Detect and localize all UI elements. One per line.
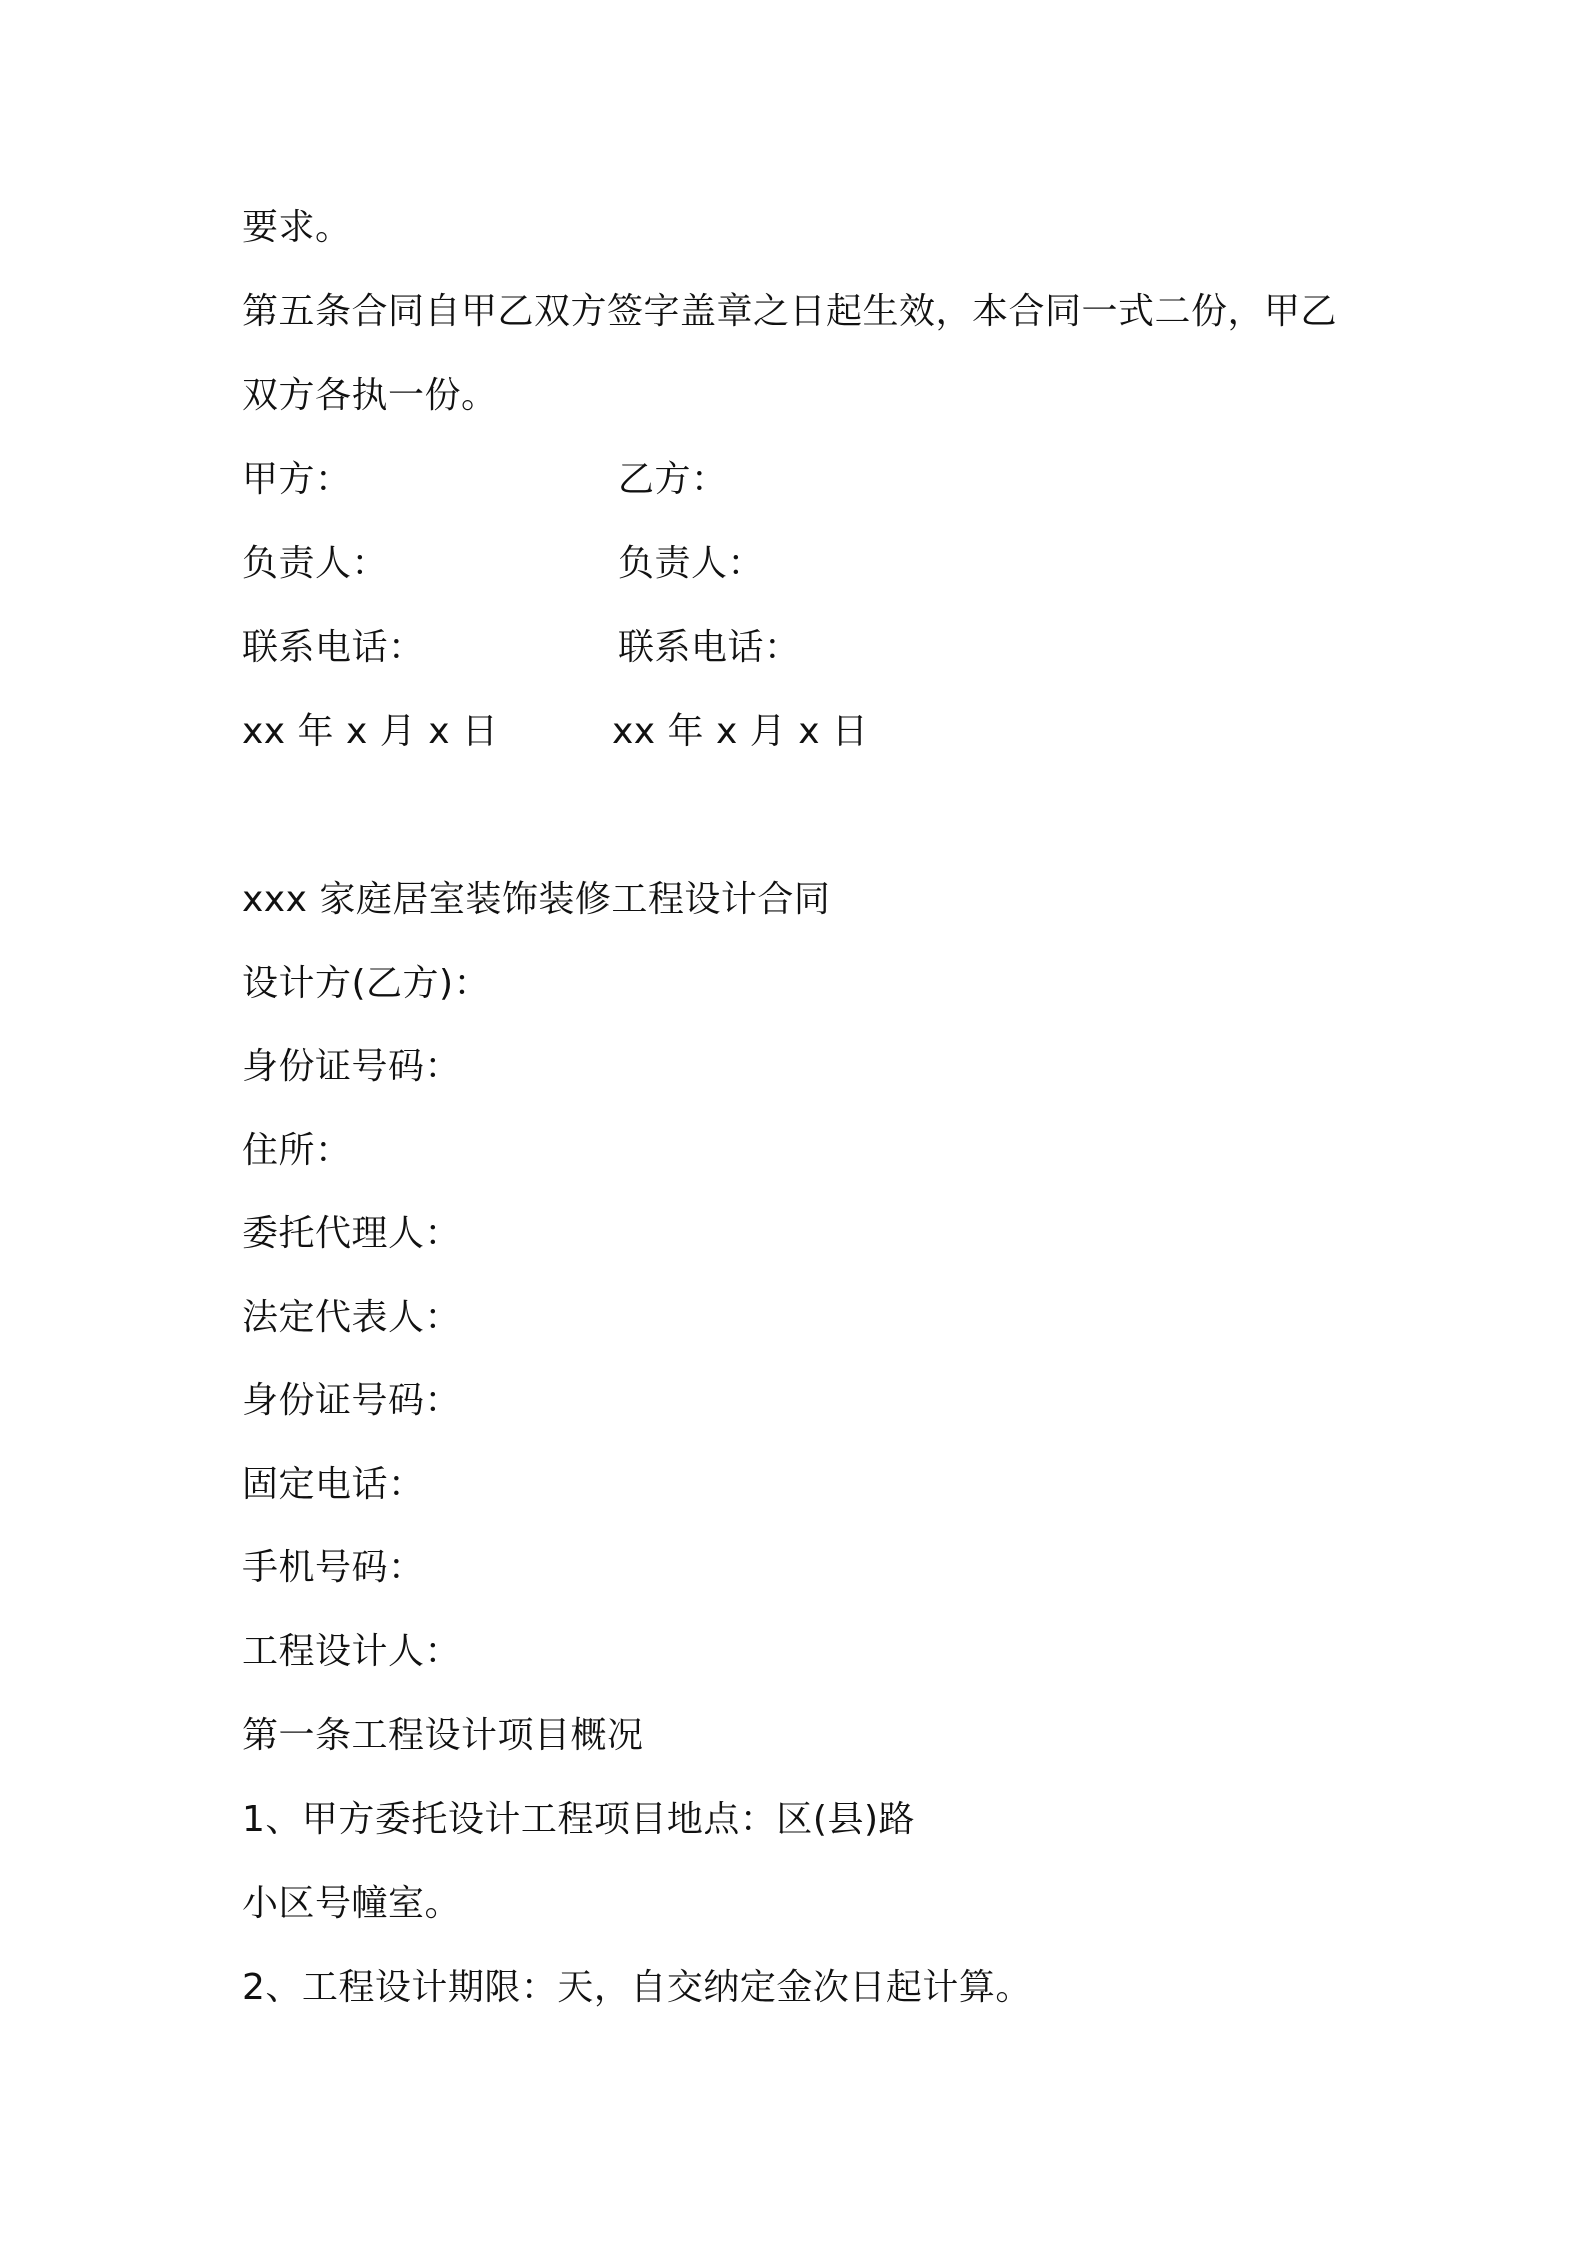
phone-a-label: 联系电话：	[242, 627, 425, 668]
phone-b-label: 联系电话：	[618, 627, 801, 668]
text-line-article-5: 第五条合同自甲乙双方签字盖章之日起生效，本合同一式二份，甲乙	[242, 291, 1338, 332]
field-address: 住所：	[242, 1130, 352, 1171]
field-mobile: 手机号码：	[242, 1547, 425, 1588]
party-a-label: 甲方：	[242, 459, 352, 500]
item-1-line-1: 1、甲方委托设计工程项目地点：区(县)路	[242, 1799, 915, 1840]
field-id-number: 身份证号码：	[242, 1046, 462, 1087]
date-b: xx 年 x 月 x 日	[612, 711, 869, 752]
article-1-title: 第一条工程设计项目概况	[242, 1715, 644, 1756]
contract-title: xxx 家庭居室装饰装修工程设计合同	[242, 879, 831, 920]
item-1-line-2: 小区号幢室。	[242, 1883, 462, 1924]
field-legal-rep: 法定代表人：	[242, 1297, 462, 1338]
field-id-number-2: 身份证号码：	[242, 1380, 462, 1421]
date-a: xx 年 x 月 x 日	[242, 711, 499, 752]
text-line-requirements: 要求。	[242, 207, 352, 248]
field-engineer: 工程设计人：	[242, 1631, 462, 1672]
item-2: 2、工程设计期限：天，自交纳定金次日起计算。	[242, 1967, 1032, 2008]
field-agent: 委托代理人：	[242, 1213, 462, 1254]
party-b-label: 乙方：	[618, 459, 728, 500]
person-in-charge-a-label: 负责人：	[242, 543, 389, 584]
person-in-charge-b-label: 负责人：	[618, 543, 765, 584]
text-line-article-5-cont: 双方各执一份。	[242, 375, 498, 416]
field-landline: 固定电话：	[242, 1464, 425, 1505]
field-designer: 设计方(乙方)：	[242, 963, 491, 1004]
